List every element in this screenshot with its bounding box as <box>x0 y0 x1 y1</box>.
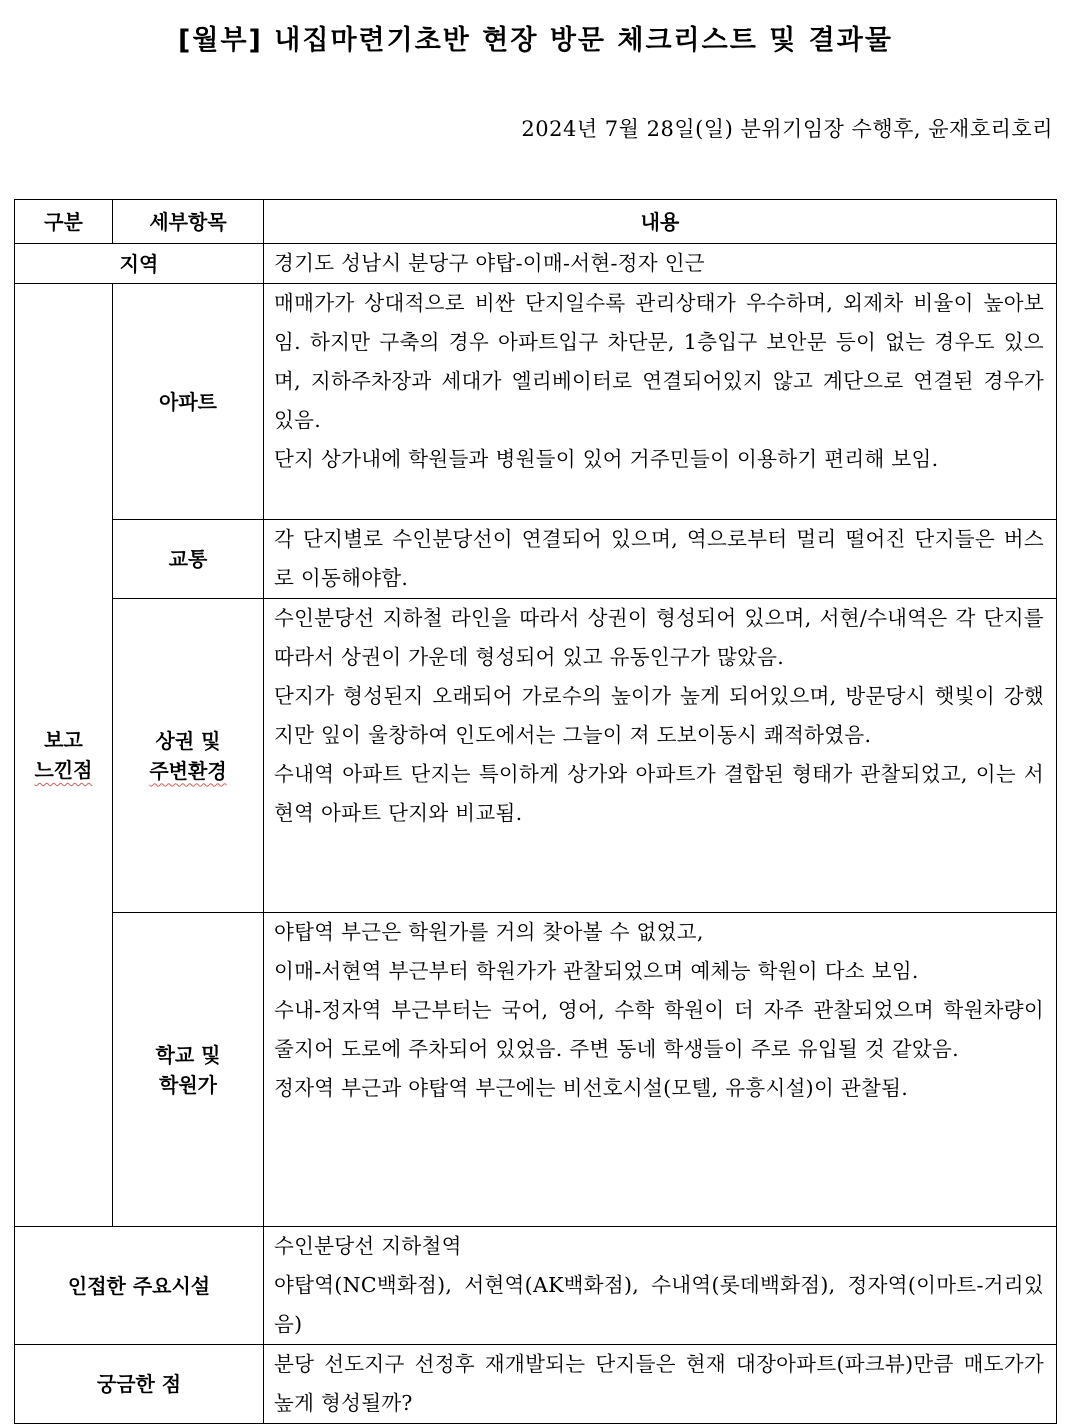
observations-label-line1: 보고 <box>44 728 83 752</box>
apartment-p2: 단지 상가내에 학원들과 병원들이 있어 거주민들이 이용하기 편리해 보임. <box>274 447 939 471</box>
school-label-line1: 학교 및 <box>155 1042 221 1067</box>
header-subitem: 세부항목 <box>113 200 264 244</box>
transport-row <box>15 520 1057 599</box>
school-p1: 야탑역 부근은 학원가를 거의 찾아볼 수 없었고, <box>274 920 704 944</box>
commercial-content <box>264 599 1057 913</box>
transport-p1: 각 단지별로 수인분당선이 연결되어 있으며, 역으로부터 멀리 떨어진 단지들은 버스로 이동해야함. <box>274 527 1044 590</box>
transport-label: 교통 <box>113 520 264 599</box>
transport-content <box>264 520 1057 599</box>
region-label: 지역 <box>15 244 264 284</box>
facilities-p2: 야탑역(NC백화점), 서현역(AK백화점), 수내역(롯데백화점), 정자역(이마트-거리있음) <box>274 1273 1044 1336</box>
observations-label-line2: 느낀점 <box>34 758 93 782</box>
apartment-content <box>264 284 1057 520</box>
header-category: 구분 <box>15 200 113 244</box>
commercial-p1: 수인분당선 지하철 라인을 따라서 상권이 형성되어 있으며, 서현/수내역은 각 단지를 따라서 상권이 가운데 형성되어 있고 유동인구가 많았음. <box>274 606 1044 669</box>
school-content <box>264 913 1057 1227</box>
region-text: 경기도 성남시 분당구 야탑-이매-서현-정자 인근 <box>274 251 705 275</box>
school-label <box>113 913 264 1227</box>
facilities-label: 인접한 주요시설 <box>15 1227 264 1345</box>
header-content: 내용 <box>264 200 1057 244</box>
facilities-content <box>264 1227 1057 1345</box>
questions-label: 궁금한 점 <box>15 1345 264 1424</box>
commercial-label-line2: 주변환경 <box>149 758 227 783</box>
questions-p1: 분당 선도지구 선정후 재개발되는 단지들은 현재 대장아파트(파크뷰)만큼 매도가가 높게 형성될까? <box>274 1352 1044 1415</box>
school-label-line2: 학원가 <box>159 1072 217 1097</box>
table-header-row <box>15 200 1057 244</box>
school-p4: 정자역 부근과 야탑역 부근에는 비선호시설(모텔, 유흥시설)이 관찰됨. <box>274 1076 909 1100</box>
questions-content <box>264 1345 1057 1424</box>
school-row <box>15 913 1057 1227</box>
region-content <box>264 244 1057 284</box>
school-p2: 이매-서현역 부근부터 학원가가 관찰되었으며 예체능 학원이 다소 보임. <box>274 959 919 983</box>
apartment-row <box>15 284 1057 520</box>
apartment-p1: 매매가가 상대적으로 비싼 단지일수록 관리상태가 우수하며, 외제차 비율이 높아보임. 하지만 구축의 경우 아파트입구 차단문, 1층입구 보안문 등이 없는 경우도 있으며, 지하주차장과 세대가 엘리베이터로 연결되어있지 않고 계단으로 연결된 경우가 있음. <box>274 291 1044 432</box>
school-p3: 수내-정자역 부근부터는 국어, 영어, 수학 학원이 더 자주 관찰되었으며 학원차량이 줄지어 도로에 주차되어 있었음. 주변 동네 학생들이 주로 유입될 것 같았음. <box>274 998 1044 1061</box>
facilities-row <box>15 1227 1057 1345</box>
facilities-p1: 수인분당선 지하철역 <box>274 1234 462 1258</box>
commercial-label <box>113 599 264 913</box>
document-title: [월부] 내집마련기초반 현장 방문 체크리스트 및 결과물 <box>178 25 893 56</box>
commercial-p3: 수내역 아파트 단지는 특이하게 상가와 아파트가 결합된 형태가 관찰되었고, 이는 서현역 아파트 단지와 비교됨. <box>274 762 1044 825</box>
checklist-table <box>14 199 1057 1424</box>
document-subtitle: 2024년 7월 28일(일) 분위기임장 수행후, 윤재호리호리 <box>521 117 1053 141</box>
commercial-p2: 단지가 형성된지 오래되어 가로수의 높이가 높게 되어있으며, 방문당시 햇빛이 강했지만 잎이 울창하여 인도에서는 그늘이 져 도보이동시 쾌적하였음. <box>274 684 1044 747</box>
commercial-label-line1: 상권 및 <box>155 728 221 753</box>
observations-label <box>15 284 113 1227</box>
apartment-label: 아파트 <box>113 284 264 520</box>
questions-row <box>15 1345 1057 1424</box>
commercial-row <box>15 599 1057 913</box>
region-row <box>15 244 1057 284</box>
